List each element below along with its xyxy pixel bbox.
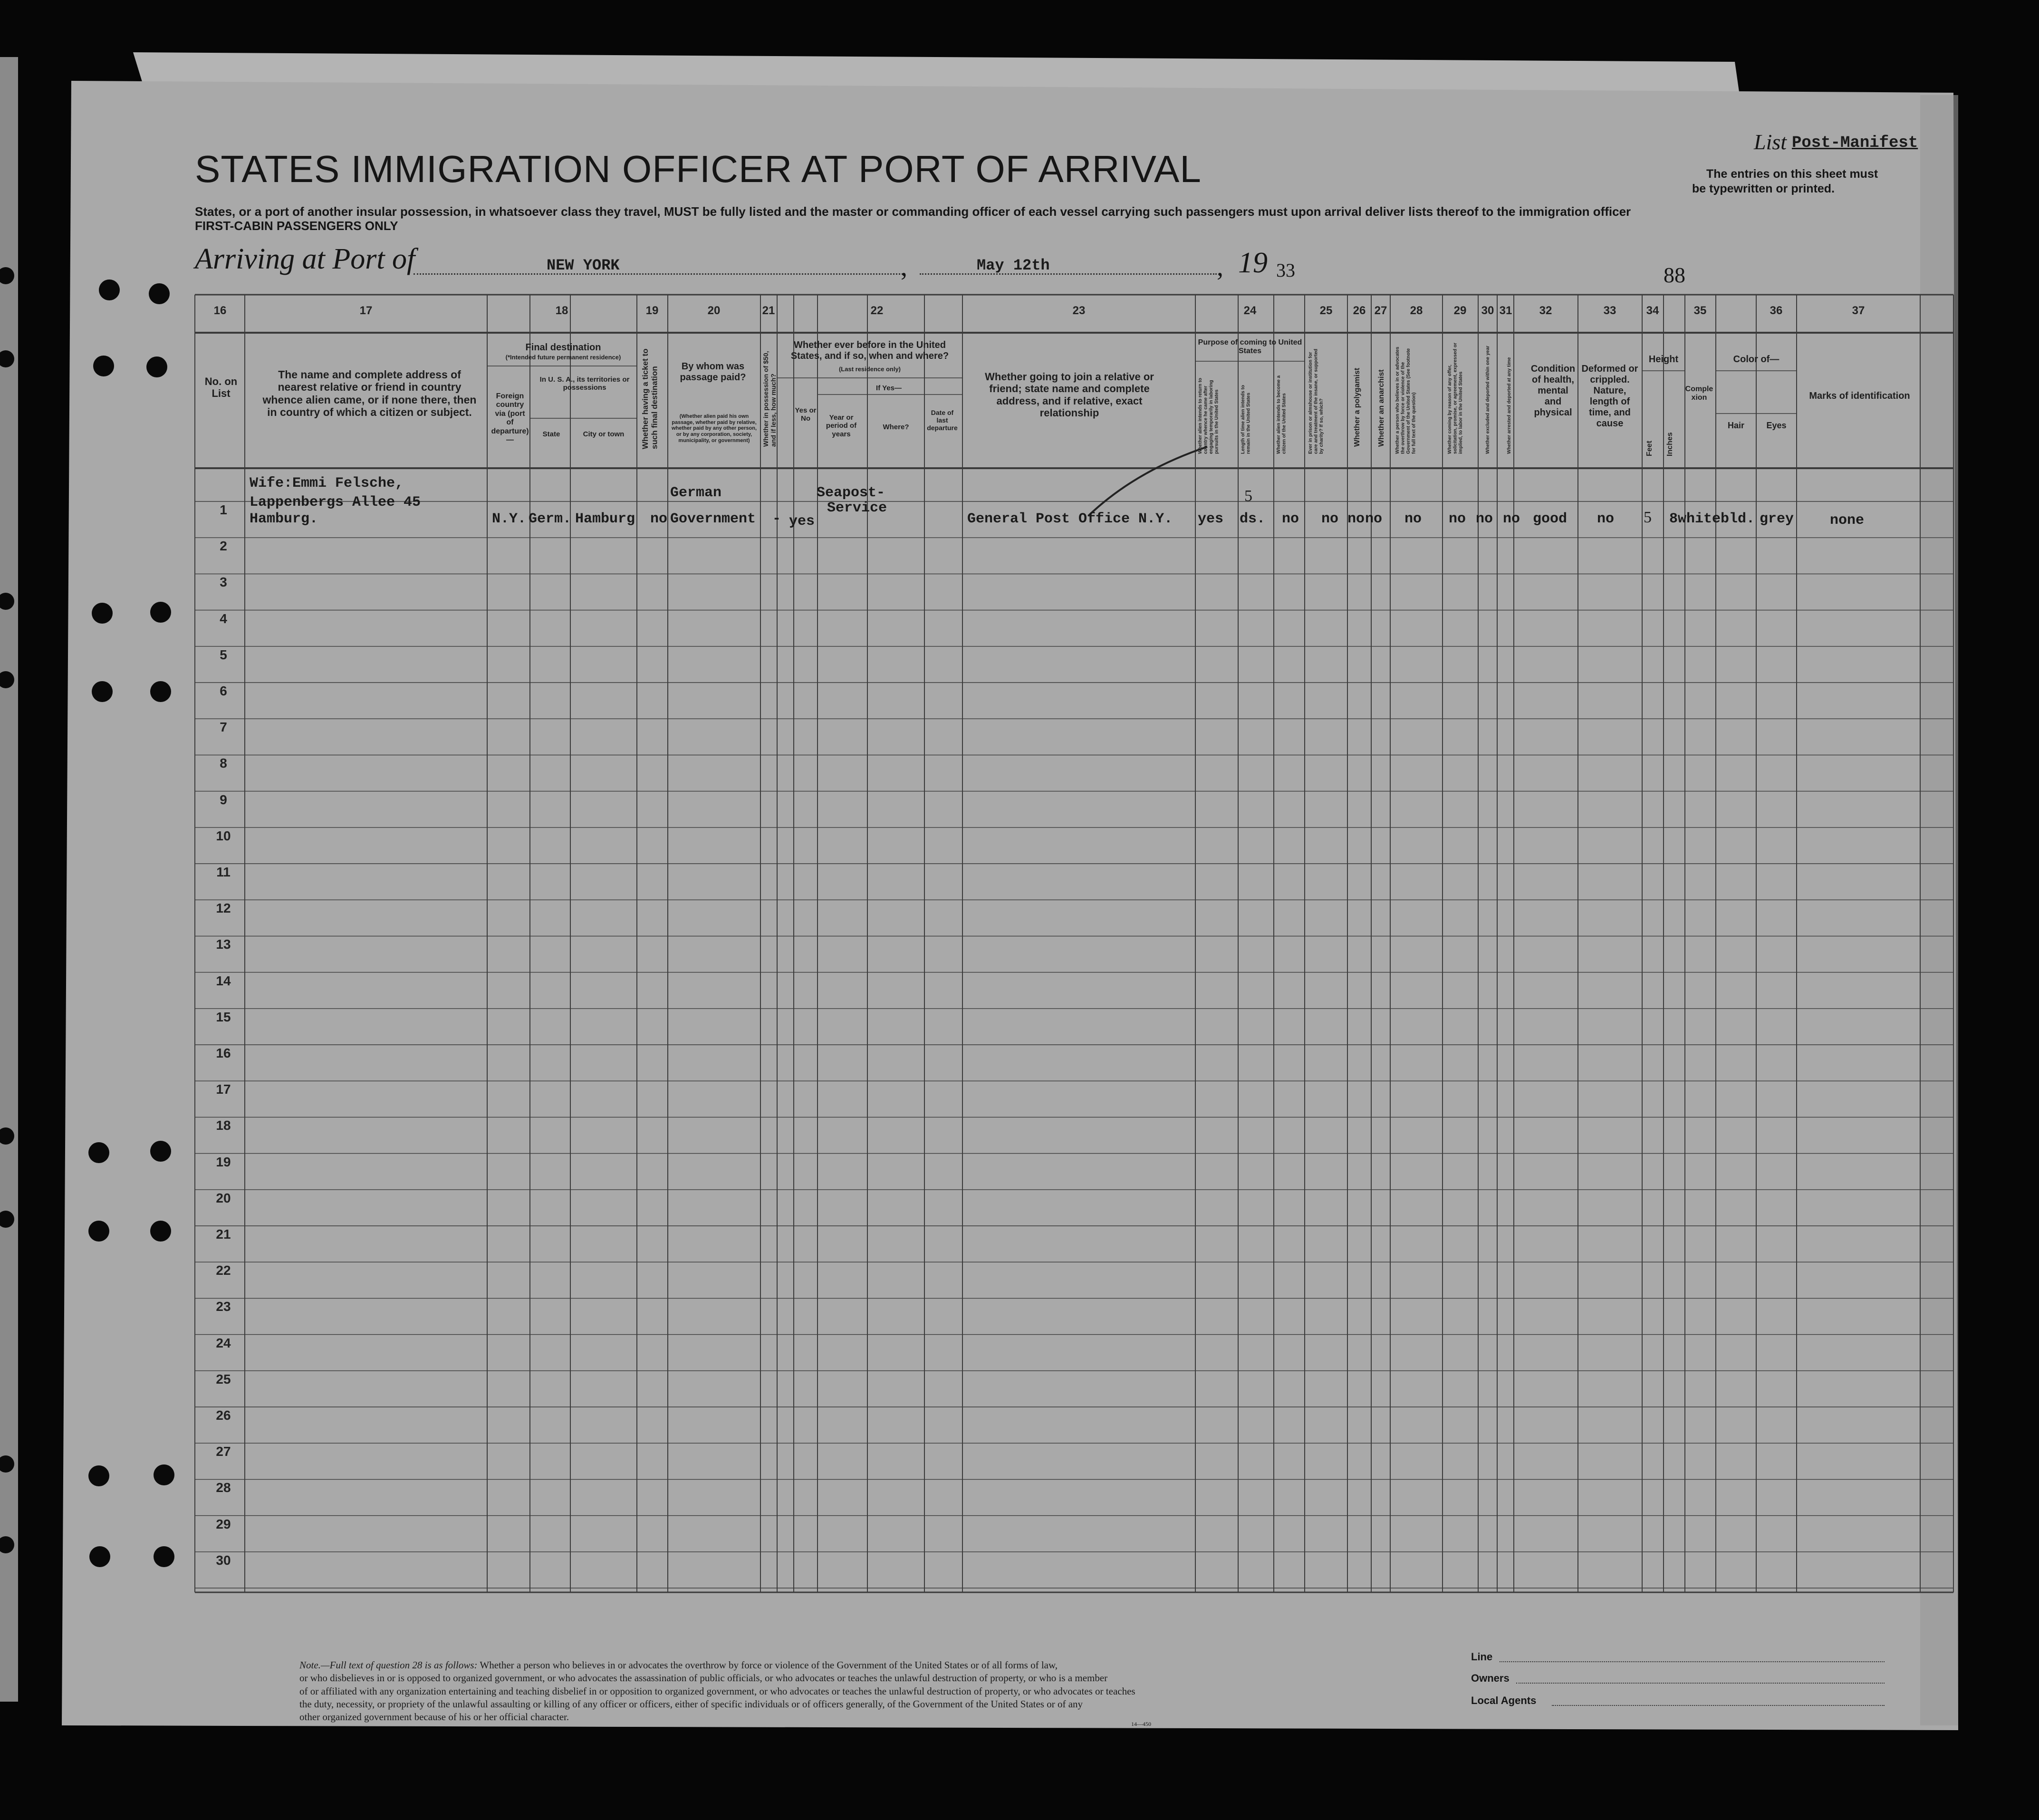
header-date-last: Date of last departure (927, 409, 958, 432)
row1-joining: General Post Office N.Y. (967, 511, 1173, 527)
row1-anarchist: no (1365, 511, 1383, 527)
column-number: 17 (359, 304, 373, 317)
column-number: 30 (1481, 304, 1494, 317)
arriving-label: Arriving at Port of (195, 243, 415, 275)
row-number: 30 (216, 1552, 231, 1568)
header-ticket: Whether having a ticket to such final destination (641, 348, 659, 449)
year-prefix: 19 (1238, 247, 1268, 279)
row-number: 16 (216, 1046, 231, 1060)
footnote-lead: Note.—Full text of question 28 is as follows: (299, 1659, 478, 1671)
header-yes-or-no: Yes or No (795, 406, 817, 423)
row1-length-top: 5 (1244, 487, 1252, 505)
row-number: 1 (220, 502, 227, 517)
row-number: 25 (216, 1371, 231, 1387)
row1-paid-by-line1: German (670, 485, 722, 501)
header-height: Height (1648, 354, 1679, 365)
column-number: 37 (1852, 304, 1865, 317)
row1-overthrow: no (1404, 511, 1422, 527)
footnote-line-4: the duty, necessity, or propriety of the unlawful assaulting or killing of any officer or officers, either of specific individuals or of officers generally, of the Government of the United States or of any (299, 1698, 1083, 1710)
header-purpose-length: Length of time alien intends to remain in the United States (1241, 385, 1251, 454)
row-number: 23 (216, 1299, 231, 1314)
line-dotted (1500, 1661, 1885, 1662)
row1-inches: 8 (1669, 511, 1678, 527)
row-number: 12 (216, 901, 231, 916)
row-number: 15 (216, 1009, 231, 1024)
row1-polygamist: no (1347, 511, 1365, 527)
header-in-usa: In U. S. A., its territories or possessions (539, 376, 630, 392)
port-value: NEW YORK (547, 257, 620, 274)
header-purpose-citizen: Whether alien intends to become a citizen of the United States (1276, 375, 1287, 454)
entries-note: The entries on this sheet must (1706, 167, 1878, 181)
row-number: 7 (220, 720, 227, 735)
header-marks: Marks of identification (1809, 391, 1910, 401)
row1-offer: no (1449, 511, 1466, 527)
row-number: 17 (216, 1082, 231, 1097)
header-year-period: Year or period of years (826, 414, 857, 438)
column-number: 32 (1539, 304, 1552, 317)
row1-foreign-country: N.Y. (492, 511, 527, 527)
owners-label: Owners (1471, 1672, 1510, 1684)
header-state: State (542, 430, 560, 438)
header-ever-before: Whether ever before in the United States, and if so, when and where? (790, 340, 949, 361)
row1-ever-before: yes (789, 513, 815, 530)
footnote (299, 1659, 1193, 1724)
comma-1: , (901, 252, 907, 282)
header-final-destination: Final destination (525, 342, 601, 353)
header-color-of: Color of— (1733, 354, 1779, 365)
column-number: 28 (1410, 304, 1423, 317)
row-number: 19 (216, 1154, 231, 1169)
line-label: Line (1471, 1651, 1493, 1663)
header-by-whom-note: (Whether alien paid his own passage, whether paid by relative, whether paid by any other person, or by any corporation, society, municipality, or government) (671, 414, 757, 443)
header-hair: Hair (1727, 421, 1744, 430)
entries-note-2: be typewritten or printed. (1692, 182, 1835, 195)
header-final-destination-note: (*Intended future permanent residence) (505, 354, 621, 361)
column-number: 34 (1646, 304, 1659, 317)
header-no-on-list: No. on List (204, 376, 238, 400)
list-label: List (1754, 130, 1787, 154)
row1-period-line1: Seapost- (817, 485, 885, 501)
column-number: 24 (1243, 304, 1257, 317)
column-number: 16 (213, 304, 227, 317)
column-number: 20 (707, 304, 721, 317)
header-if-yes: If Yes— (876, 384, 902, 392)
row-number: 2 (220, 539, 227, 554)
row-number: 11 (216, 865, 231, 879)
row1-ticket: no (650, 511, 668, 527)
form-number: 14—450 (1131, 1721, 1151, 1727)
header-eyes: Eyes (1766, 421, 1787, 430)
row-number: 5 (220, 647, 227, 662)
row1-money: - (772, 511, 781, 527)
column-number: 33 (1603, 304, 1616, 317)
row-number: 27 (216, 1444, 231, 1459)
column-number: 19 (645, 304, 659, 317)
comma-2: , (1217, 252, 1223, 282)
column-number: 22 (870, 304, 884, 317)
header-deformed: Deformed or crippled. Nature, length of time, and cause (1581, 364, 1638, 429)
row-number: 13 (216, 937, 231, 952)
row1-paid-by-line2: Government (670, 511, 756, 527)
footnote-line-2: or who disbelieves in or is opposed to organized government, or who advocates the assassination of public officials, or who advocates or teaches the unlawful destruction of property, or who is a member (299, 1672, 1108, 1684)
header-polygamist: Whether a polygamist (1353, 367, 1361, 447)
column-number: 29 (1453, 304, 1467, 317)
row-number: 26 (216, 1408, 231, 1423)
row1-relative-line2: Lappenbergs Allee 45 (250, 494, 421, 510)
row1-city: Hamburg (575, 511, 635, 527)
row1-eyes: grey (1760, 511, 1794, 527)
header-inches: Inches (1666, 432, 1674, 456)
header-where: Where? (883, 423, 909, 431)
column-number: 18 (555, 304, 568, 317)
date-value: May 12th (977, 257, 1050, 274)
footnote-line-3: of or affiliated with any organization entertaining and teaching disbelief in or opposition to organized government, or who advocates or teaches the unlawful destruction of property, or who advocates or teaches (299, 1685, 1135, 1697)
header-city: City or town (583, 430, 625, 438)
row-number: 21 (216, 1227, 231, 1242)
row-number: 22 (216, 1263, 231, 1278)
column-number: 35 (1693, 304, 1707, 317)
row1-deformed: no (1597, 511, 1615, 527)
header-offer: Whether coming by reason of any offer, solicitation, promise, or agreement, expressed or implied, to labor in the United States (1447, 343, 1463, 454)
column-number: 25 (1319, 304, 1333, 317)
row-number: 6 (220, 684, 227, 698)
header-by-whom: By whom was passage paid? (680, 361, 746, 383)
row-number: 18 (216, 1118, 231, 1133)
row1-prison: no (1321, 511, 1339, 527)
date-dotted-line (920, 273, 1217, 275)
agents-label: Local Agents (1471, 1695, 1537, 1706)
row1-excluded: no (1476, 511, 1493, 527)
class-line: FIRST-CABIN PASSENGERS ONLY (195, 219, 398, 233)
header-excluded: Whether excluded and deported within one year (1485, 346, 1491, 454)
column-number: 27 (1374, 304, 1387, 317)
column-number: 26 (1353, 304, 1366, 317)
header-deported: Whether arrested and deported at any time (1507, 357, 1512, 454)
header-relative: The name and complete address of nearest relative or friend in country whence alien came, or if none there, then in country of which a citizen or subject. (262, 368, 477, 419)
row-number: 3 (220, 575, 227, 590)
row-number: 24 (216, 1335, 231, 1350)
year-suffix: 33 (1276, 260, 1295, 281)
row1-feet: 5 (1644, 509, 1652, 526)
footnote-line-1: Whether a person who believes in or advocates the overthrow by force or violence of the Government of the United States or of all forms of law, (480, 1659, 1058, 1671)
column-number: 31 (1499, 304, 1512, 317)
row-number: 10 (216, 828, 231, 843)
row1-purpose-return: yes (1198, 511, 1224, 527)
row1-relative-line1: Wife:Emmi Felsche, (250, 475, 404, 491)
row-number: 14 (216, 973, 231, 988)
row1-citizen: no (1282, 511, 1299, 527)
row-number: 20 (216, 1190, 231, 1205)
header-ever-before-note: (Last residence only) (838, 366, 901, 373)
row1-complexion: white (1678, 511, 1721, 527)
row1-deported: no (1503, 511, 1520, 527)
row-number: 8 (220, 756, 227, 771)
header-purpose: Purpose of coming to United States (1198, 338, 1302, 356)
column-number: 21 (762, 304, 775, 317)
agents-dotted (1552, 1705, 1885, 1706)
header-col25: Ever in prison or almshouse or institution for care and treatment of the insane, or supported by charity? If so, which? (1308, 348, 1324, 454)
list-type: Post-Manifest (1792, 134, 1918, 152)
row1-marks: none (1830, 512, 1865, 529)
header-money: Whether in possession of $50, and if less, how much? (762, 351, 778, 447)
header-overthrow: Whether a person who believes in or advocates the overthrow by force or violence of the Government of the United States (See footnote for full text of the question) (1395, 347, 1417, 454)
row-number: 28 (216, 1480, 231, 1495)
page-title: STATES IMMIGRATION OFFICER AT PORT OF ARRIVAL (195, 148, 1202, 190)
column-number: 23 (1072, 304, 1086, 317)
row-number: 29 (216, 1516, 231, 1531)
row-number: 9 (220, 792, 227, 807)
header-foreign-country: Foreign country via (port of departure)— (491, 392, 529, 444)
row-number: 4 (220, 611, 227, 626)
header-anarchist: Whether an anarchist (1377, 369, 1385, 447)
header-feet: Feet (1645, 441, 1654, 456)
page-number: 88 (1664, 263, 1685, 287)
column-number: 36 (1770, 304, 1783, 317)
row1-hair: bld. (1721, 511, 1755, 527)
row1-relative-line3: Hamburg. (250, 511, 318, 527)
port-dotted-line (414, 273, 903, 275)
row1-condition: good (1533, 511, 1568, 527)
header-complexion: Complexion (1685, 385, 1713, 402)
row1-period-line2: Service (827, 500, 887, 516)
header-condition: Condition of health, mental and physical (1530, 364, 1576, 418)
header-joining: Whether going to join a relative or friend; state name and complete address, and if relative, exact relationship (985, 371, 1154, 419)
owners-dotted (1516, 1683, 1885, 1684)
row1-length-bottom: ds. (1240, 511, 1266, 527)
footnote-line-5: other organized government because of his or her official character. (299, 1711, 569, 1723)
instructions-text: States, or a port of another insular possession, in whatsoever class they travel, MUST be fully listed and the master or commanding officer of each vessel carrying such passengers must upon arrival deliver lists thereof to the immigration officer (195, 204, 1631, 219)
header-purpose-return: Whether alien intends to return to country whence he came after engaging temporarily in laboring pursuits in the United States (1198, 377, 1220, 454)
row1-state: Germ. (529, 511, 572, 527)
